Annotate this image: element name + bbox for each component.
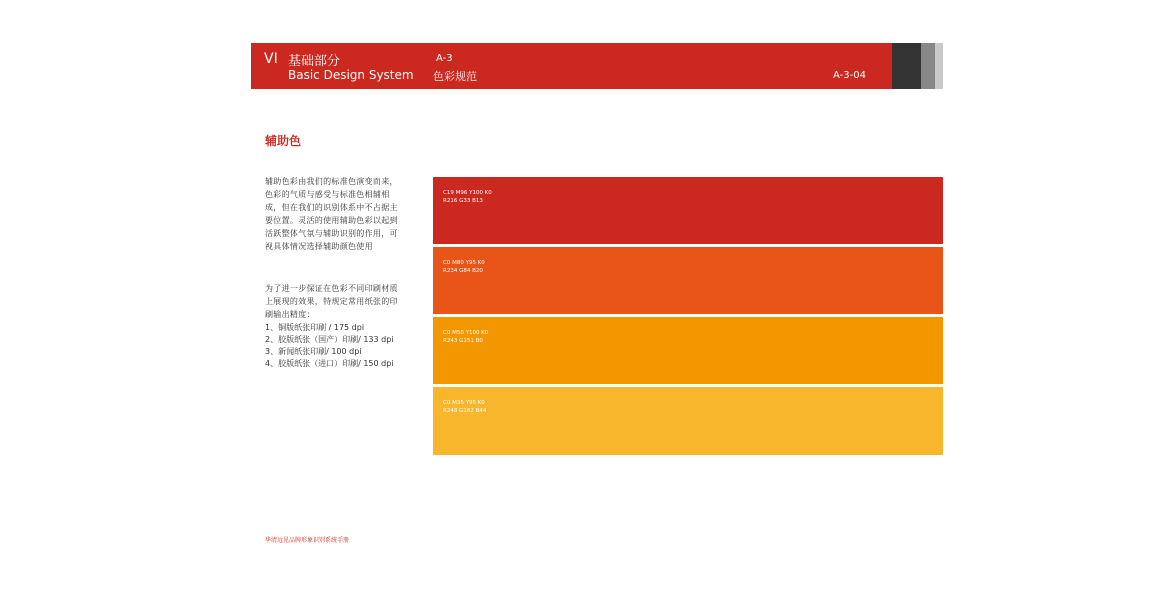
dpi-list xyxy=(265,322,394,370)
swatch-rgb: R248 G182 B44 xyxy=(443,408,487,414)
swatch-values xyxy=(443,329,488,345)
header-stripe-light xyxy=(935,43,943,89)
swatch-cmyk: C0 M35 Y95 K0 xyxy=(443,400,485,406)
swatch-values xyxy=(443,189,492,205)
section-title: 色彩规范 xyxy=(433,70,477,83)
color-swatch-yellow xyxy=(433,387,943,455)
color-swatch-orange-red xyxy=(433,247,943,314)
swatch-cmyk: C0 M80 Y95 K0 xyxy=(443,260,485,266)
color-swatch-red xyxy=(433,177,943,244)
footer-text: 华清远见品牌形象识别系统手册 xyxy=(265,537,350,544)
swatch-rgb: R234 G84 B20 xyxy=(443,268,483,274)
header-title-en: Basic Design System xyxy=(288,68,414,82)
page-code: A-3-04 xyxy=(833,70,866,81)
print-precision-text: 为了进一步保证在色彩不同印刷材质上展现的效果，特规定常用纸张的印刷输出精度： xyxy=(265,284,398,319)
section-code: A-3 xyxy=(436,53,453,64)
page-heading: 辅助色 xyxy=(265,134,302,148)
dpi-list-item: 2、胶版纸张（国产）印刷/ 133 dpi xyxy=(265,335,394,344)
swatch-rgb: R243 G151 B0 xyxy=(443,338,483,344)
swatch-rgb: R216 G33 B13 xyxy=(443,198,483,204)
dpi-list-item: 4、胶版纸张（进口）印刷/ 150 dpi xyxy=(265,359,394,368)
swatch-cmyk: C0 M50 Y100 K0 xyxy=(443,330,489,336)
color-swatch-orange xyxy=(433,317,943,384)
header-stripe-dark xyxy=(892,43,921,89)
header-bar xyxy=(251,43,943,89)
swatch-cmyk: C19 M96 Y100 K0 xyxy=(443,190,492,196)
description-text: 辅助色彩由我们的标准色演变而来，色彩的气质与感受与标准色相辅相成，但在我们的识别体系中不占据主要位置。灵活的使用辅助色彩以起到活跃整体气氛与辅助识别的作用，可视具体情况选择辅助颜色使用 xyxy=(265,177,398,251)
vi-label: VI xyxy=(264,51,278,67)
header-stripe-mid xyxy=(921,43,935,89)
header-title-cn: 基础部分 xyxy=(288,54,341,69)
swatch-values xyxy=(443,399,486,415)
dpi-list-item: 3、新闻纸张印刷/ 100 dpi xyxy=(265,347,362,356)
swatch-values xyxy=(443,259,485,275)
dpi-list-item: 1、铜版纸张印刷 / 175 dpi xyxy=(265,323,365,332)
